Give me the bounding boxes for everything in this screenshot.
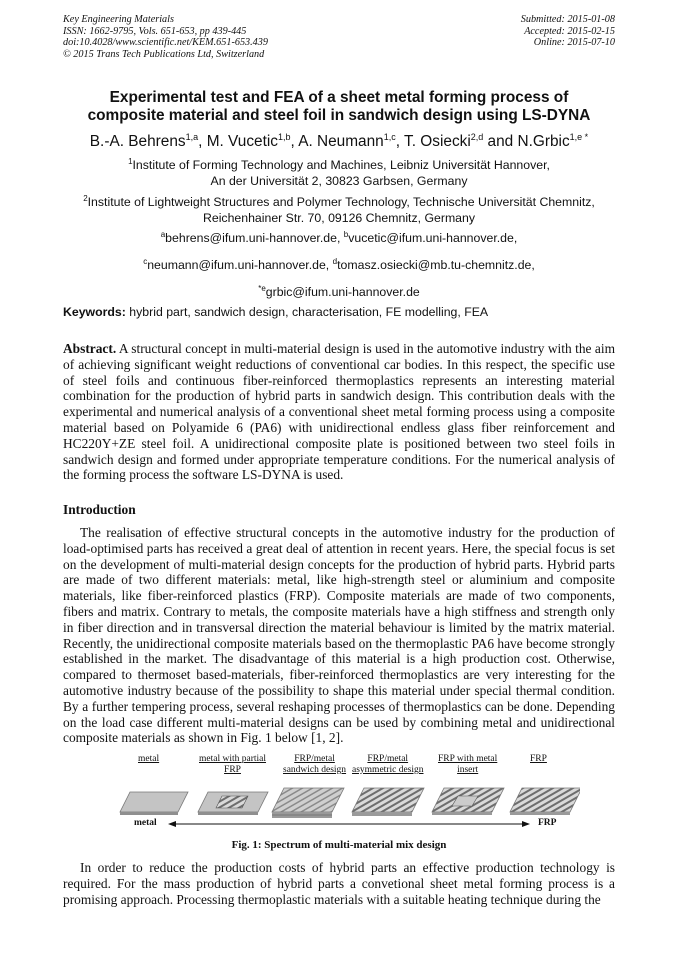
sandwich-plate xyxy=(272,788,344,812)
paragraph: The realisation of effective structural concepts in the automotive industry for the production of load-optimised parts has received a great deal of attention in recent years. Here, the special focus is set on the development of multi-material design concepts for the production of hybrid parts. Hybrid parts are made of two different materials: metal, like high-strength steel or aluminium and composite materials, like fiber-reinforced plastics (FRP). Composite materials are made of two components, fibers and matrix. Contrary to metals, the composite materials have a high stiffness and strength only in fiber direction and in transversal direction the material behaviour is limited by the matrix material. Recently, the unidirectional composite materials based on the thermoplastic PA6 have become strongly established in the market. The disadvantage of this material is a high production cost. Otherwise, compared to thermoset based-materials, fiber-reinforced thermoplastics are very interesting for the automotive industry because of the possibility to shape this material under special thermal condition. By a further tempering process, several reshaping processes of thermoplastics can be done. Depending on the load case different multi-material designs can be used by combining metal and unidirectional composite materials as shown in Fig. 1 below [1, 2]. xyxy=(63,525,615,746)
partial-frp-patch xyxy=(216,796,248,808)
author-sup: 1,a xyxy=(185,132,199,142)
author: N.Grbic xyxy=(517,133,570,151)
figure-label: metal xyxy=(138,754,160,764)
affiliation-2 xyxy=(40,191,638,226)
title-line-1: Experimental test and FEA of a sheet metal forming process of xyxy=(109,89,569,106)
arrow-right xyxy=(522,821,530,827)
copyright: © 2015 Trans Tech Publications Ltd, Switzerland xyxy=(63,48,265,60)
affiliation-sup: 1 xyxy=(128,157,133,166)
asymmetric-edge xyxy=(352,812,412,816)
axis-label-left: metal xyxy=(134,818,157,828)
title-line-2: composite material and steel foil in sandwich design using LS-DYNA xyxy=(87,107,591,124)
email-link[interactable]: behrens@ifum.uni-hannover.de, xyxy=(165,231,344,246)
author-sep: , xyxy=(395,133,405,151)
author-sup: 2,d xyxy=(470,132,484,142)
arrow-left xyxy=(168,821,176,827)
figure-label: FRP with metal insert xyxy=(438,754,498,775)
email-sup: c xyxy=(143,257,148,267)
paragraph: In order to reduce the production costs of hybrid parts an effective production technology is required. For the mass production of hybrid parts a convetional sheet metal forming process is a promising approach. Processing thermoplastic materials with a suitable heating technique during the xyxy=(63,860,615,907)
affiliation-line: Reichenhainer Str. 70, 09126 Chemnitz, Germany xyxy=(202,211,476,226)
keywords-label: Keywords: xyxy=(63,305,126,319)
affiliation-1 xyxy=(40,154,638,189)
figure-caption: Fig. 1: Spectrum of multi-material mix design xyxy=(231,839,447,851)
author-sep: , xyxy=(198,133,207,151)
dates-info xyxy=(521,14,615,49)
affiliation-line: Institute of Forming Technology and Machines, Leibniz Universität Hannover, xyxy=(132,158,550,173)
author-sup: 1,b xyxy=(277,132,291,142)
author: A. Neumann xyxy=(298,133,384,151)
paper-title xyxy=(40,89,638,125)
metal-plate xyxy=(120,792,188,812)
email-link[interactable]: grbic@ifum.uni-hannover.de xyxy=(265,285,420,300)
accepted-date: Accepted: 2015-02-15 xyxy=(524,25,615,37)
abstract-text: A structural concept in multi-material design is used in the automotive industry with the aim of achieving significant weight reductions of conventional car bodies. In this respect, the specific use of steel foils and continuous fiber-reinforced thermoplastics represents an interesting material combination for the production of hybrid parts in sandwich design. This contribution deals with the experimental and numerical analysis of a conventional sheet metal forming process using a composite material based on Polyamide 6 (PA6) with unidirectional endless glass fiber reinforcement and HC220Y+ZE steel foil. A unidirectional composite plate is positioned between two steel foils in sandwich design and formed under appropriate temperature conditions. For the numerical analysis of the forming process the software LS-DYNA is used. xyxy=(63,341,615,483)
keywords-text: hybrid part, sandwich design, characterisation, FE modelling, FEA xyxy=(125,305,489,319)
email-link[interactable]: vucetic@ifum.uni-hannover.de, xyxy=(348,231,518,246)
author: M. Vucetic xyxy=(206,133,278,151)
submitted-date: Submitted: 2015-01-08 xyxy=(520,14,615,25)
email-sup: *e xyxy=(258,284,266,294)
figure-label: metal with partial FRP xyxy=(199,754,267,775)
affiliation-line: An der Universität 2, 30823 Garbsen, Germany xyxy=(210,174,468,189)
email-link[interactable]: tomasz.osiecki@mb.tu-chemnitz.de, xyxy=(337,258,535,273)
figure-label: FRP/metal sandwich design xyxy=(283,754,347,775)
frp-edge xyxy=(510,812,570,815)
figure-label: FRP/metal asymmetric design xyxy=(352,754,424,775)
abstract xyxy=(63,341,615,483)
email-sup: a xyxy=(160,230,166,239)
material-spectrum-illustration xyxy=(100,754,580,834)
section-heading: Introduction xyxy=(63,502,136,517)
doi: doi:10.4028/www.scientific.net/KEM.651-653.439 xyxy=(63,37,268,49)
figure-label: FRP xyxy=(530,754,547,764)
frp-insert-edge xyxy=(432,812,492,815)
author-list xyxy=(40,127,638,152)
email-sup: d xyxy=(332,257,338,267)
metal-plate-edge xyxy=(120,812,178,815)
keywords xyxy=(63,305,615,320)
email-list xyxy=(40,223,638,304)
axis-label-right: FRP xyxy=(538,818,557,828)
author-sep: and xyxy=(483,133,518,151)
author-sep: , xyxy=(290,133,299,151)
author: T. Osiecki xyxy=(404,133,471,151)
journal-info xyxy=(63,14,268,60)
online-date: Online: 2015-07-10 xyxy=(533,37,615,49)
author: B.-A. Behrens xyxy=(89,133,186,151)
journal-name: Key Engineering Materials xyxy=(63,14,174,25)
frp-plate xyxy=(510,788,580,812)
affiliation-sup: 2 xyxy=(83,194,88,203)
email-link[interactable]: neumann@ifum.uni-hannover.de, xyxy=(147,258,333,273)
metal-partial-frp-edge xyxy=(198,812,258,815)
figure-1 xyxy=(100,754,580,834)
abstract-label: Abstract. xyxy=(63,341,117,356)
author-sup: 1,c xyxy=(383,132,396,142)
email-sup: b xyxy=(343,230,349,239)
asymmetric-plate xyxy=(352,788,424,812)
affiliation-line: Institute of Lightweight Structures and Polymer Technology, Technische Universität Chemnitz, xyxy=(87,195,595,210)
issn: ISSN: 1662-9795, Vols. 651-653, pp 439-445 xyxy=(63,25,247,37)
author-sup: 1,e * xyxy=(569,132,589,142)
